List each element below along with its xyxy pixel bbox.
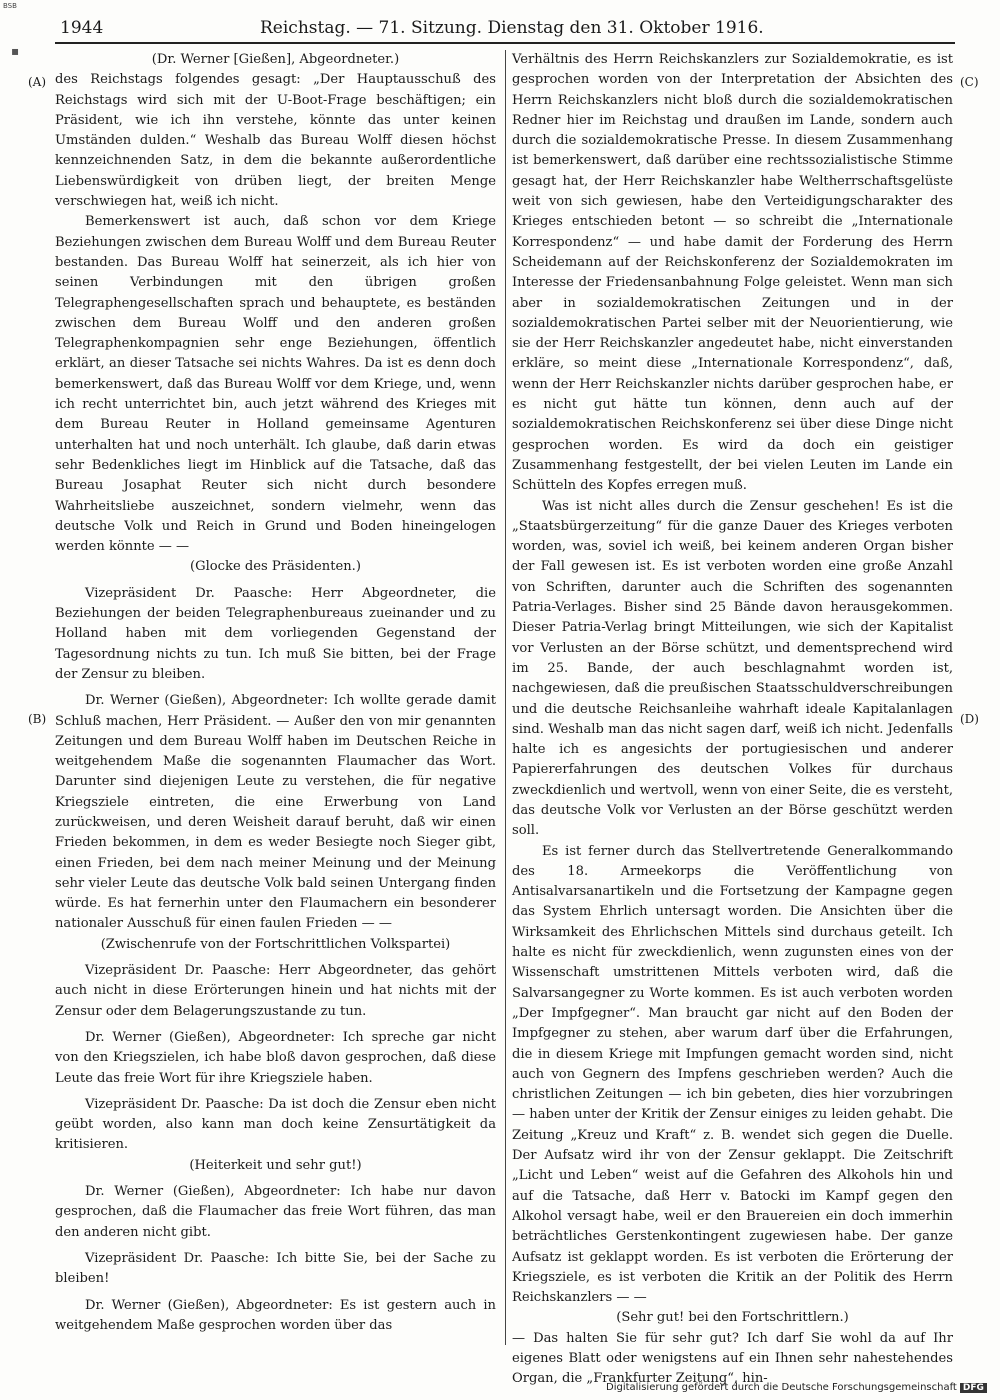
left-column (55, 50, 496, 1336)
speaker-line: (Dr. Werner [Gießen], Abgeordneter.) (151, 52, 400, 67)
paragraph: — Das halten Sie für sehr gut? Ich darf Sie wohl da auf Ihr eigenes Blatt oder wenigstens auf ein Ihnen sehr nahestehendes Organ, die „Frankfurter Zeitung“, hin- (512, 1330, 953, 1387)
interjection: (Glocke des Präsidenten.) (190, 559, 361, 575)
interjection: (Sehr gut! bei den Fortschrittlern.) (616, 1310, 849, 1326)
header-rule (55, 42, 955, 44)
interjection: (Zwischenrufe von der Fortschrittlichen Volkspartei) (100, 936, 451, 952)
paragraph: des Reichstags folgendes gesagt: „Der Hauptausschuß des Reichstags wird sich mit der U-Boot-Frage beschäftigen; ein Präsident, wie ich ihn verstehe, könnte das unter keinen Umständen dulden.“ Weshalb das Bureau Wolff diesen höchst kennzeichnenden Satz, in dem die bekannte außerordentliche Liebenswürdigkeit von drüben liegt, der breiten Menge verschwiegen hat, weiß ich nicht. (55, 72, 496, 210)
page-number: 1944 (60, 18, 104, 38)
paragraph: Dr. Werner (Gießen), Abgeordneter: Es ist gestern auch in weitgehendem Maße gesprochen worden über das (55, 1297, 496, 1333)
paragraph: Vizepräsident Dr. Paasche: Herr Abgeordneter, das gehört auch nicht in diese Erörterungen hinein und hat nichts mit der Zensur oder dem Belagerungszustande zu tun. (55, 963, 496, 1019)
column-divider (505, 50, 506, 1345)
footer-text: Digitalisierung gefördert durch die Deutsche Forschungsgemeinschaft (606, 1382, 957, 1393)
margin-label-c: (C) (960, 75, 979, 89)
corner-mark: ▪ (11, 44, 20, 58)
paragraph: Verhältnis des Herrn Reichskanzlers zur Sozialdemokratie, es ist gesprochen worden von der Interpretation der Absichten des Herrn Reichskanzlers nicht bloß durch die sozialdemokratischen Redner hier im Reichstag und draußen im Lande, sondern auch durch die sozialdemokratische Presse. In diesem Zusammenhang ist bemerkenswert, daß darüber eine rechtssozialistische Stimme gesagt hat, der Herr Reichskanzler habe Weltherrschaftsgelüste weit von sich gewiesen, habe den Verteidigungscharakter des Krieges entschieden betont — so schreibt die „Internationale Korrespondenz“ — und habe damit der Forderung des Herrn Scheidemann auf der Reichskonferenz der Sozialdemokraten im Interesse der Friedensanbahnung Folge geleistet. Wenn man sich aber in sozialdemokratischen Zeitungen und in der sozialdemokratischen Partei selber mit der Neuorientierung, wie sie der Herr Reichskanzler angedeutet habe, nicht einverstanden erkläre, so meint diese „Internationale Korrespondenz“, daß, wenn der Herr Reichskanzler nichts darüber gesprochen habe, er es nicht gut hätte tun können, denn auch auf der sozialdemokratischen Reichskonferenz sei über diese Dinge nicht gesprochen worden. Es wird da doch ein geistiger Zusammenhang festgestellt, der bei vielen Leuten im Lande ein Schütteln des Kopfes erregen muß. (512, 52, 953, 494)
dfg-logo: DFG (960, 1383, 987, 1393)
paragraph: Es ist ferner durch das Stellvertretende Generalkommando des 18. Armeekorps die Veröffentlichung von Antisalvarsanartikeln und die Fortsetzung der Kampagne gegen das System Ehrlich untersagt worden. Die Ansichten über die Wirksamkeit des Ehrlichschen Mittels sind durchaus geteilt. Ich halte es nicht für zweckdienlich, wenn zugunsten eines von der Wissenschaft umstrittenen Mittels verboten wird, daß die Salvarsangegner zu Worte kommen. Es ist auch verboten worden „Der Impfgegner“. Man braucht gar nicht auf den Boden der Impfgegner zu stehen, aber warum darf über die Erfahrungen, die in diesem Kriege mit Impfungen gemacht worden sind, nicht auch von Gegnern des Impfens geschrieben werden? Auch die christlichen Zeitungen — ich bin gebeten, dies hier vorzubringen — haben unter der Kritik der Zensur einiges zu leiden gehabt. Die Zeitung „Kreuz und Kraft“ z. B. wendet sich gegen die Duelle. Der Aufsatz wird ihr von der Zensur geklappt. Die Zeitschrift „Licht und Leben“ weist auf die Gefahren des Alkohols hin und auf die Tatsache, daß Herr v. Batocki im Kampf gegen den Alkohol versagt habe, weil er den Brauereien ein doch immerhin beträchtliches Gerstenkontingent zugewiesen habe. Der ganze Aufsatz ist geklappt worden. Es ist verboten die Erörterung der Kriegsziele, es ist verboten die Kritik an der Politik des Herrn Reichskanzlers — — (512, 843, 953, 1306)
paragraph: Dr. Werner (Gießen), Abgeordneter: Ich habe nur davon gesprochen, daß die Flaumacher das freie Wort führen, das man den anderen nicht gibt. (55, 1184, 496, 1240)
margin-label-a: (A) (28, 75, 47, 89)
library-mark: BSB (3, 2, 17, 10)
margin-label-b: (B) (28, 712, 47, 726)
page-header (60, 18, 950, 42)
running-head: Reichstag. — 71. Sitzung. Dienstag den 31. Oktober 1916. (260, 18, 764, 38)
paragraph: Vizepräsident Dr. Paasche: Ich bitte Sie, bei der Sache zu bleiben! (55, 1250, 496, 1287)
paragraph: Vizepräsident Dr. Paasche: Da ist doch die Zensur eben nicht geübt worden, also kann man doch keine Zensurtätigkeit da kritisieren. (55, 1096, 496, 1153)
paragraph: Vizepräsident Dr. Paasche: Herr Abgeordneter, die Beziehungen der beiden Telegraphenbureaus zueinander und zu Holland haben mit dem vorliegenden Gegenstand der Tagesordnung nichts zu tun. Ich muß Sie bitten, bei der Frage der Zensur zu bleiben. (55, 585, 496, 682)
paragraph: Bemerkenswert ist auch, daß schon vor dem Kriege Beziehungen zwischen dem Bureau Wolff und dem Bureau Reuter bestanden. Das Bureau Wolff hat seinerzeit, als ich hier von seinen Verbindungen mit den übrigen großen Telegraphengesellschaften sprach und behauptete, es beständen zwischen dem Bureau Wolff und den anderen großen Telegraphenkompagnien sehr enge Beziehungen, öffentlich erklärt, an dieser Tatsache sei nichts Wahres. Da ist es denn doch bemerkenswert, daß das Bureau Wolff vor dem Kriege, und, wenn ich recht unterrichtet bin, auch jetzt während des Krieges mit dem Bureau Reuter in Holland gemeinsame Agenturen unterhalten hat und noch unterhält. Ich glaube, daß darin etwas sehr Bedenkliches liegt im Hinblick auf die Tatsache, daß das Bureau Josaphat Reuter sich nicht durch besondere Wahrheitsliebe auszeichnet, sondern vielmehr, wenn das deutsche Volk und Reich in Grund und Boden hineingelogen werden könnte — — (55, 214, 496, 555)
paragraph: Dr. Werner (Gießen), Abgeordneter: Ich wollte gerade damit Schluß machen, Herr Präsident. — Außer den von mir genannten Zeitungen und dem Bureau Wolff haben im Deutschen Reiche in weitgehendem Maße die sogenannten Flaumacher das Wort. Darunter sind diejenigen Leute zu verstehen, die für negative Kriegsziele eintreten, die eine Erwerbung von Land zurückweisen, und deren Weisheit darauf beruht, daß wir einen Frieden bekommen, in dem es weder Besiegte noch Sieger gibt, einen Frieden, bei dem nach meiner Meinung und der Meinung sehr vieler Leute das deutsche Volk bald seinen Untergang finden würde. Es hat fernerhin unter den Flaumachern ein besonderer nationaler Ausschuß für einen faulen Frieden — — (55, 693, 496, 932)
paragraph: Was ist nicht alles durch die Zensur geschehen! Es ist die „Staatsbürgerzeitung“ für die ganze Dauer des Krieges verboten worden, was, soviel ich weiß, bei keinem anderen Organ bisher der Fall gewesen ist. Es ist verboten worden eine große Anzahl von Schriften, darunter auch die Schriften des sogenannten Patria-Verlages. Bisher sind 25 Bände davon herausgekommen. Dieser Patria-Verlag bringt Mitteilungen, wie sich der Kapitalist vor Verlusten an der Börse schützt, und dementsprechend wird im 25. Bande, der auch beschlagnahmt worden ist, nachgewiesen, daß die preußischen Staatsschuldverschreibungen und die deutsche Reichsanleihe wahrhaft ideale Kapitalanlagen sind. Weshalb man das nicht sagen darf, weiß ich nicht. Jedenfalls halte ich es angesichts der portugiesischen und anderer Papiererfahrungen des deutschen Volkes für durchaus zweckdienlich und wertvoll, wenn von einer Seite, die es versteht, das deutsche Volk vor Verlusten an der Börse geschützt werden soll. (512, 498, 953, 839)
paragraph: Dr. Werner (Gießen), Abgeordneter: Ich spreche gar nicht von den Kriegszielen, ich habe bloß davon gesprochen, daß diese Leute das freie Wort für ihre Kriegsziele haben. (55, 1029, 496, 1086)
right-column (512, 50, 953, 1390)
interjection: (Heiterkeit und sehr gut!) (189, 1157, 362, 1173)
digitization-footer (606, 1382, 987, 1393)
margin-label-d: (D) (960, 712, 979, 726)
